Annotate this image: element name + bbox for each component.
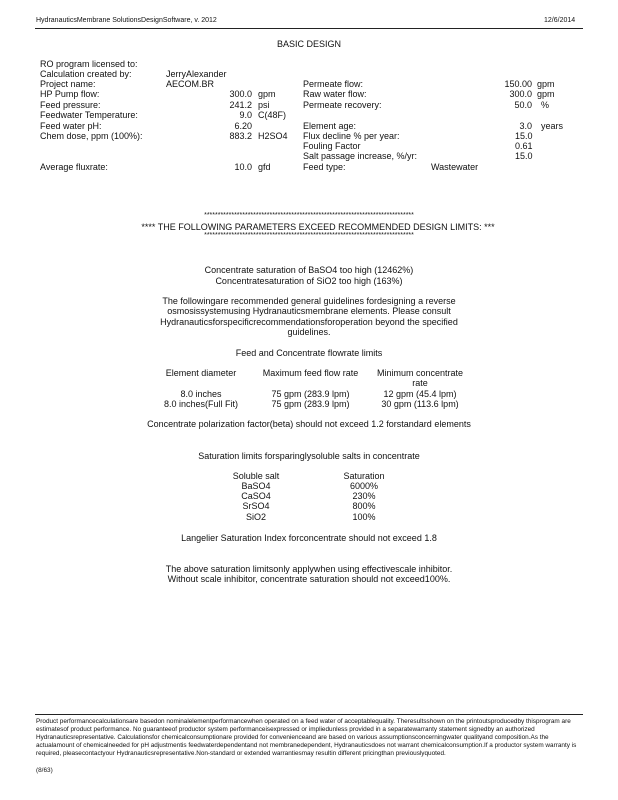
average-fluxrate-unit: gfd [258,162,271,172]
table-cell: 8.0 inches(Full Fit) [163,399,239,409]
flow-header-min-conc-rate: rate [412,378,428,388]
guideline-line: osmosissystemusing Hydranauticsmembrane elements. Please consult [167,306,451,316]
flow-table-title: Feed and Concentrate flowrate limits [235,348,383,358]
software-version: HydranauticsMembrane SolutionsDesignSoftware, v. 2012 [36,17,217,24]
feed-pressure-label: Feed pressure: [40,100,101,110]
feed-type-value: Wastewater [431,162,479,172]
created-by-label: Calculation created by: [40,69,132,79]
page-code: (8/63) [36,767,53,774]
fouling-factor-value: 0.61 [515,141,533,151]
table-cell: 100% [352,512,376,522]
table-cell: BaSO4 [241,481,271,491]
salt-passage-value: 15.0 [515,151,533,161]
saturation-table-title: Saturation limits forsparinglysoluble salts in concentrate [198,451,420,461]
inhibitor-note-line: The above saturation limitsonly applywhen using effectivescale inhibitor. [165,564,453,574]
table-cell: 75 gpm (283.9 lpm) [271,399,350,409]
table-cell: 800% [352,501,376,511]
hp-pump-flow-value: 300.0 [229,89,252,99]
table-cell: 8.0 inches [180,389,222,399]
feed-temperature-value: 9.0 [239,110,252,120]
chem-dose-label: Chem dose, ppm (100%): [40,131,143,141]
table-cell: SrSO4 [242,501,270,511]
permeate-flow-label: Permeate flow: [303,79,364,89]
table-cell: 230% [352,491,376,501]
permeate-recovery-label: Permeate recovery: [303,100,382,110]
permeate-flow-unit: gpm [537,79,555,89]
element-age-label: Element age: [303,121,357,131]
feed-temperature-unit: C(48F) [258,110,287,120]
exceed-sio2: Concentratesaturation of SiO2 too high (163%) [215,276,403,286]
flow-header-diameter: Element diameter [165,368,237,378]
guideline-line: guidelines. [287,327,331,337]
hp-pump-flow-unit: gpm [258,89,276,99]
project-name-label: Project name: [40,79,96,89]
feed-type-label: Feed type: [303,162,346,172]
table-cell: 12 gpm (45.4 lpm) [383,389,457,399]
footer-rule [35,714,583,715]
header-rule [35,28,583,29]
permeate-flow-value: 150.00 [504,79,532,89]
fouling-factor-label: Fouling Factor [303,141,361,151]
project-name-value: AECOM.BR [166,79,215,89]
licensed-to-label: RO program licensed to: [40,59,138,69]
table-cell: 75 gpm (283.9 lpm) [271,389,350,399]
raw-water-flow-unit: gpm [537,89,555,99]
disclaimer: Product performancecalculationsare basedon nominalelementperformancewhen operated on a feed water of acceptablequality. Theresultsshown on the printoutsproducedby thisprogram are estimatesof product performance. No guaranteeof productor system performanceisexpressed or impliedunless provided in a separatewarranty statement signedby an authorized Hydranauticsrepresentative. Calculationsfor chemicalconsumptionare provided for convenienceand are based on various assumptionsconcerningwater qualityand composition.As the actualamount of chemicalneeded for pH adjustmentis feedwaterdependentand not membranedependent, Hydranauticsdoes not warrant chemicalconsumption.If a productor system warranty is required, pleasecontactyour Hydranauticsrepresentative.Non-standard or extended warrantiesmay resultin different pricingthan previouslyquoted. [36,718,577,758]
table-cell: CaSO4 [241,491,271,501]
guideline-line: The followingare recommended general guidelines fordesigning a reverse [162,296,456,306]
feed-ph-label: Feed water pH: [40,121,102,131]
salt-passage-label: Salt passage increase, %/yr: [303,151,418,161]
table-cell: SiO2 [245,512,266,522]
feed-temperature-label: Feedwater Temperature: [40,110,138,120]
feed-pressure-value: 241.2 [229,100,252,110]
chem-dose-unit: H2SO4 [258,131,288,141]
polarization-note: Concentrate polarization factor(beta) should not exceed 1.2 forstandard elements [147,419,471,429]
table-cell: 30 gpm (113.6 lpm) [381,399,459,409]
page-title: BASIC DESIGN [276,39,341,49]
inhibitor-note-line: Without scale inhibitor, concentrate saturation should not exceed100%. [167,574,451,584]
created-by-value: JerryAlexander [166,69,227,79]
flux-decline-value: 15.0 [515,131,533,141]
permeate-recovery-unit: % [541,100,550,110]
feed-ph-value: 6.20 [234,121,252,131]
hp-pump-flow-label: HP Pump flow: [40,89,100,99]
element-age-value: 3.0 [519,121,532,131]
raw-water-flow-label: Raw water flow: [303,89,367,99]
saturation-header-salt: Soluble salt [232,471,280,481]
flow-header-max-feed: Maximum feed flow rate [262,368,359,378]
element-age-unit: years [541,121,564,131]
stars-top: ***************************************************************************** [204,212,414,219]
print-date: 12/6/2014 [544,17,576,24]
chem-dose-value: 883.2 [229,131,252,141]
flow-header-min-conc: Minimum concentrate [376,368,464,378]
raw-water-flow-value: 300.0 [509,89,532,99]
saturation-header-limit: Saturation [343,471,385,481]
average-fluxrate-value: 10.0 [234,162,252,172]
langelier-note: Langelier Saturation Index forconcentrate should not exceed 1.8 [181,533,437,543]
exceed-baso4: Concentrate saturation of BaSO4 too high (12462%) [204,265,414,275]
feed-pressure-unit: psi [258,100,270,110]
flux-decline-label: Flux decline % per year: [303,131,400,141]
warning-heading: **** THE FOLLOWING PARAMETERS EXCEED RECOMMENDED DESIGN LIMITS: *** [141,222,495,232]
average-fluxrate-label: Average fluxrate: [40,162,108,172]
permeate-recovery-value: 50.0 [514,100,532,110]
table-cell: 6000% [349,481,379,491]
stars-bottom: ***************************************************************************** [204,232,414,239]
guideline-line: Hydranauticsforspecificrecommendationsforoperation beyond the specified [160,317,458,327]
